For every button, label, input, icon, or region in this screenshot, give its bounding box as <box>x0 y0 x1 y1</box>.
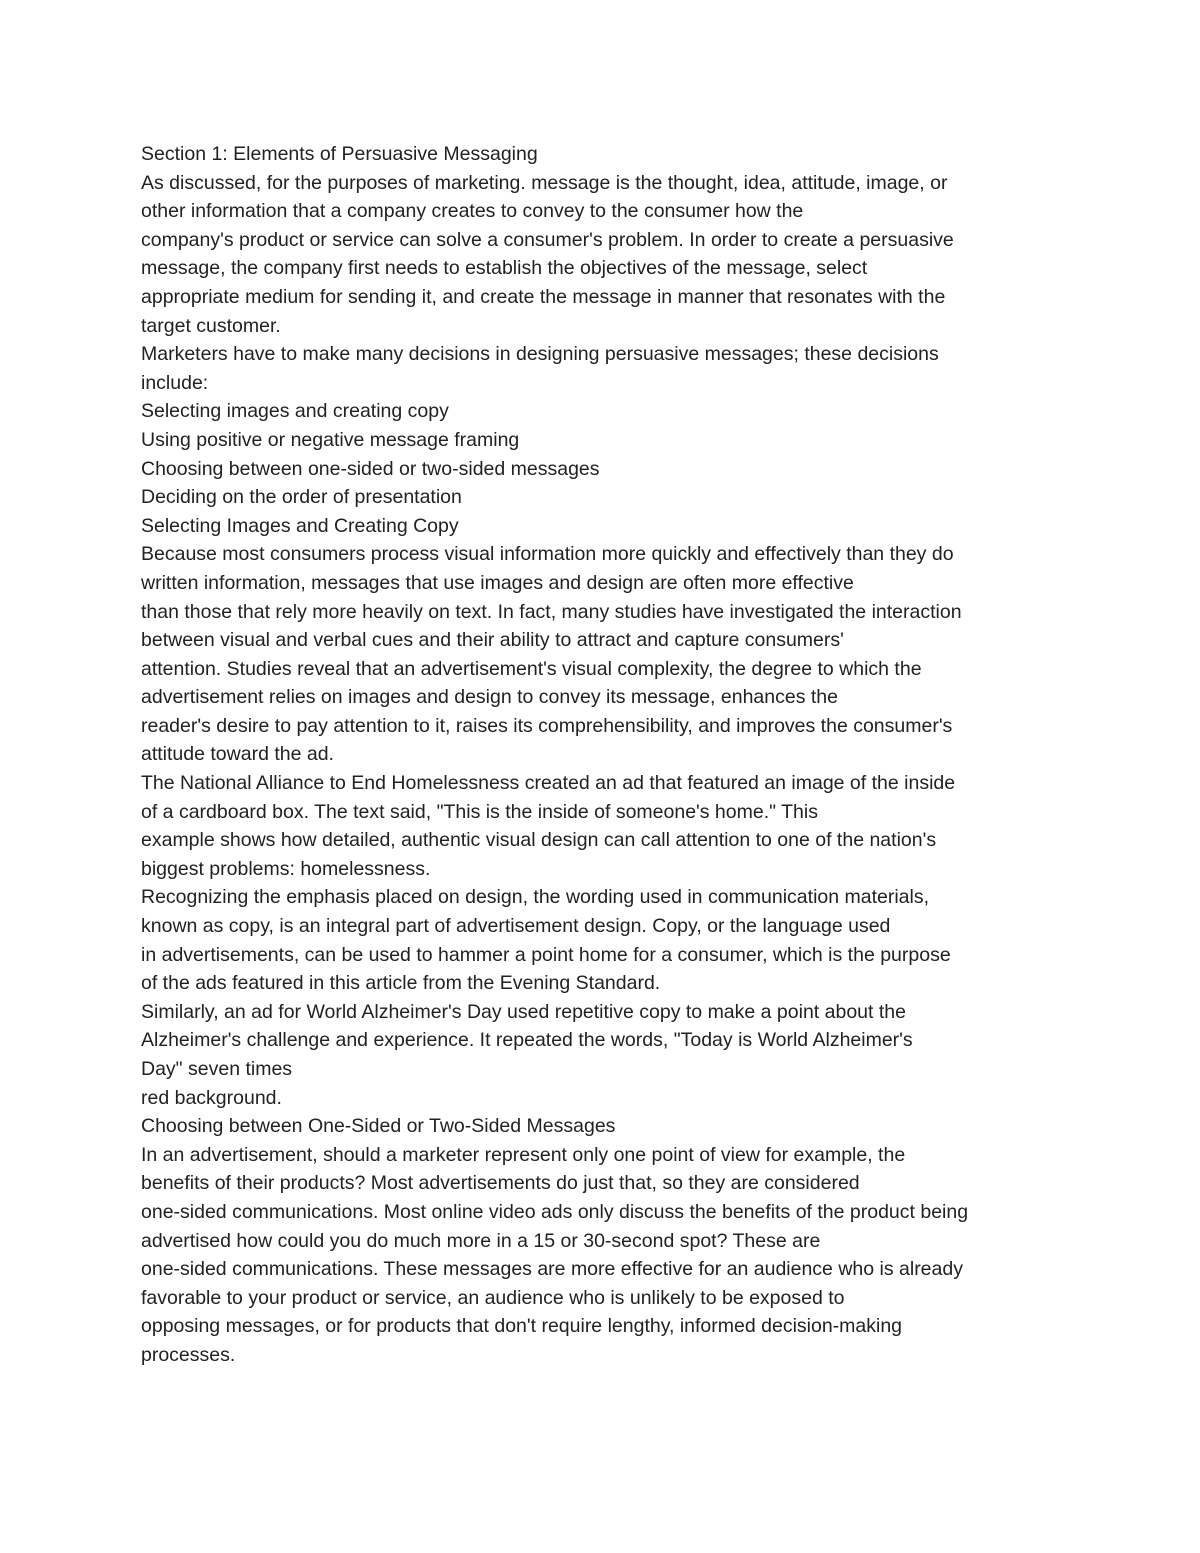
text-line: company's product or service can solve a consumer's problem. In order to create a persuasive <box>141 228 954 251</box>
text-line: other information that a company creates to convey to the consumer how the <box>141 200 804 223</box>
text-line: Day" seven times <box>141 1058 293 1080</box>
text-line: Similarly, an ad for World Alzheimer's Day used repetitive copy to make a point about the <box>141 1000 906 1023</box>
text-line: advertisement relies on images and design to convey its message, enhances the <box>141 686 838 709</box>
text-line: known as copy, is an integral part of advertisement design. Copy, or the language used <box>141 915 891 938</box>
text-line: one-sided communications. Most online video ads only discuss the benefits of the product being <box>141 1200 969 1223</box>
text-line: between visual and verbal cues and their ability to attract and capture consumers' <box>141 629 844 652</box>
document-body <box>141 140 1071 1370</box>
section-heading: Section 1: Elements of Persuasive Messaging <box>141 143 538 165</box>
list-item: Selecting images and creating copy <box>141 400 449 423</box>
list-item: Deciding on the order of presentation <box>141 486 462 509</box>
list-item: Choosing between one-sided or two-sided messages <box>141 457 600 480</box>
text-line: opposing messages, or for products that don't require lengthy, informed decision-making <box>141 1315 903 1338</box>
text-line: Marketers have to make many decisions in designing persuasive messages; these decisions <box>141 343 939 366</box>
text-line: reader's desire to pay attention to it, raises its comprehensibility, and improves the consumer's <box>141 714 953 737</box>
text-line: than those that rely more heavily on text. In fact, many studies have investigated the interaction <box>141 600 962 623</box>
text-line: biggest problems: homelessness. <box>141 857 431 880</box>
text-line: Because most consumers process visual information more quickly and effectively than they do <box>141 543 954 566</box>
text-line: red background. <box>141 1086 282 1109</box>
text-line: appropriate medium for sending it, and create the message in manner that resonates with the <box>141 285 946 308</box>
subsection-heading: Selecting Images and Creating Copy <box>141 514 459 537</box>
text-line: processes. <box>141 1343 236 1366</box>
text-line: favorable to your product or service, an audience who is unlikely to be exposed to <box>141 1286 845 1309</box>
text-line: As discussed, for the purposes of marketing. message is the thought, idea, attitude, image, or <box>141 171 948 194</box>
text-line: written information, messages that use images and design are often more effective <box>141 571 854 594</box>
text-line: Alzheimer's challenge and experience. It repeated the words, "Today is World Alzheimer's <box>141 1029 913 1052</box>
text-line: attention. Studies reveal that an advertisement's visual complexity, the degree to which the <box>141 657 922 680</box>
text-line: benefits of their products? Most advertisements do just that, so they are considered <box>141 1172 860 1195</box>
subsection-heading: Choosing between One-Sided or Two-Sided Messages <box>141 1115 616 1138</box>
text-line: in advertisements, can be used to hammer a point home for a consumer, which is the purpose <box>141 943 951 966</box>
text-line: attitude toward the ad. <box>141 743 334 766</box>
text-line: Recognizing the emphasis placed on design, the wording used in communication materials, <box>141 886 930 909</box>
text-line: of a cardboard box. The text said, "This is the inside of someone's home." This <box>141 800 818 823</box>
text-line: message, the company first needs to establish the objectives of the message, select <box>141 257 868 280</box>
text-line: include: <box>141 371 209 394</box>
list-item: Using positive or negative message framing <box>141 428 520 451</box>
text-line: example shows how detailed, authentic visual design can call attention to one of the nation's <box>141 829 937 852</box>
text-line: target customer. <box>141 314 281 337</box>
text-line: one-sided communications. These messages are more effective for an audience who is already <box>141 1258 963 1281</box>
text-line: advertised how could you do much more in a 15 or 30-second spot? These are <box>141 1229 821 1252</box>
text-line: of the ads featured in this article from the Evening Standard. <box>141 972 661 995</box>
text-line: In an advertisement, should a marketer represent only one point of view for example, the <box>141 1143 906 1166</box>
text-line: The National Alliance to End Homelessness created an ad that featured an image of the inside <box>141 772 956 795</box>
